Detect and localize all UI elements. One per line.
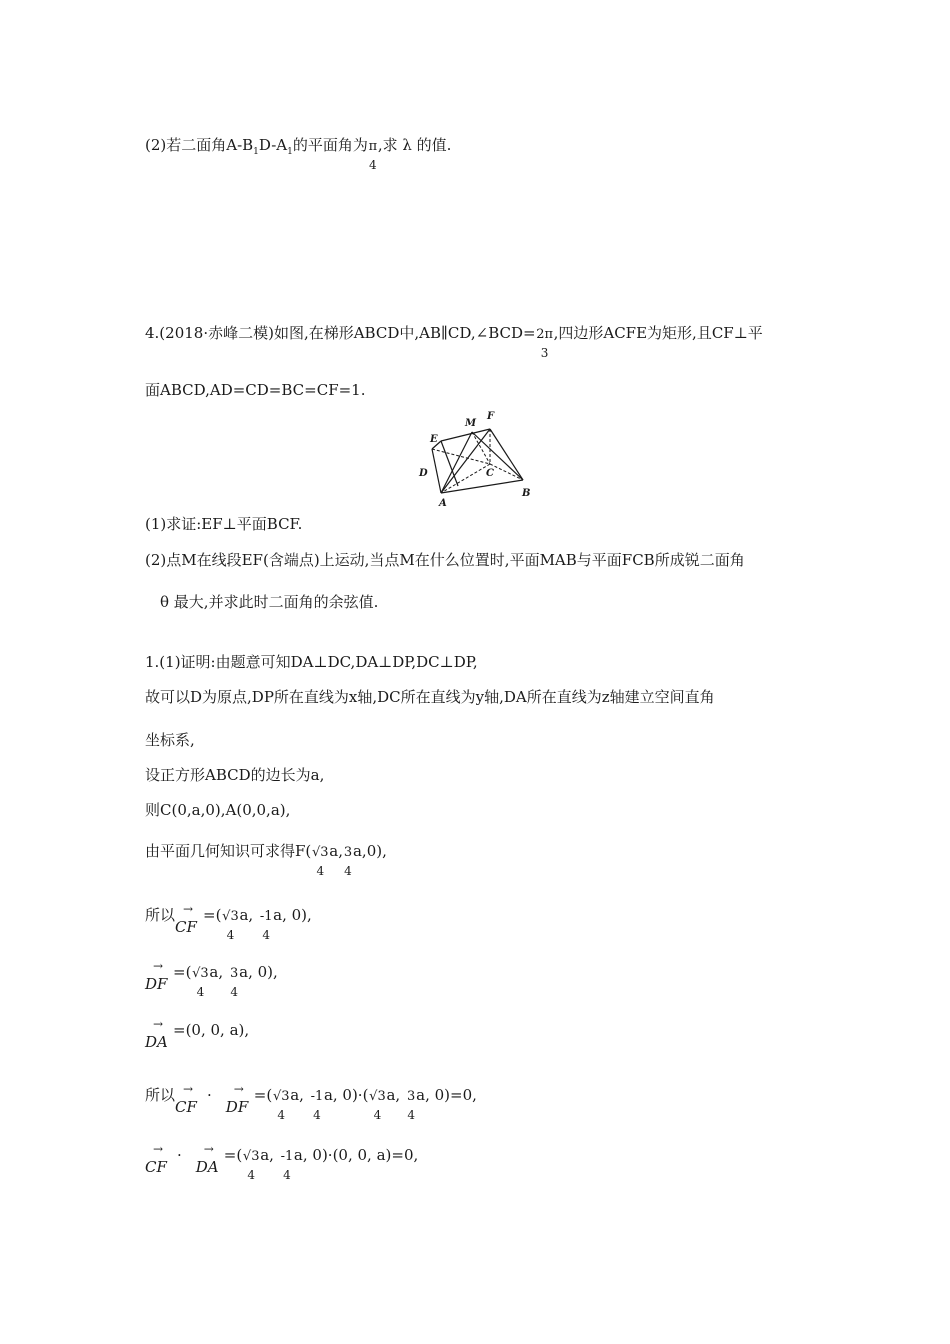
vector-DA: → DA (195, 1142, 219, 1176)
sol1-line5: 则C(0,a,0),A(0,0,a), (145, 801, 291, 819)
sol1-line1: 1.(1)证明:由题意可知DA⊥DC,DA⊥DP,DC⊥DP, (145, 653, 478, 671)
trapezoid-rectangle-figure (415, 408, 540, 513)
vector-DA: → DA (145, 1017, 168, 1051)
sqrt3-over-4: √3 4 (311, 845, 329, 878)
q4-stem-line2: 面ABCD,AD=CD=BC=CF=1. (145, 381, 366, 399)
q4-stem-post: ,四边形ACFE为矩形,且CF⊥平 (553, 324, 763, 342)
q4-part1: (1)求证:EF⊥平面BCF. (145, 515, 303, 533)
dot-product-cf-df: 所以 → CF · → DF =( √3 4 a, -1 4 a, 0)·( √3 4 a, 3 4 a, 0)=0, (145, 1082, 477, 1122)
sol1-line3: 坐标系, (145, 731, 195, 749)
vector-DF: → DF (225, 1082, 249, 1116)
q4-part2-line2: θ 最大,并求此时二面角的余弦值. (160, 593, 379, 611)
sol1-line6: 由平面几何知识可求得F( √3 4 a, 3 4 a,0), (145, 842, 387, 878)
sol1-line2: 故可以D为原点,DP所在直线为x轴,DC所在直线为y轴,DA所在直线为z轴建立空间直角 (145, 688, 715, 706)
dot-product-cf-da: → CF · → DA =( √3 4 a, -1 4 a, 0)·(0, 0, a)=0, (145, 1142, 419, 1182)
two-pi-over-3-fraction: 2π 3 (536, 327, 554, 360)
vector-CF: → CF (145, 1142, 167, 1176)
label-C: C (486, 468, 494, 479)
vector-CF: → CF (175, 902, 197, 936)
q4-stem-line1 (145, 323, 763, 360)
q3-part2-text: (2)若二面角$A-B_1D-A_1$的平面角为 (145, 136, 368, 157)
pi-over-4-fraction: π 4 (368, 139, 378, 172)
q4-part2-line1: (2)点M在线段EF(含端点)上运动,当点M在什么位置时,平面MAB与平面FCB所成锐二面角 (145, 551, 745, 569)
label-E: E (430, 434, 438, 445)
geometry-figure (415, 408, 540, 517)
label-M: M (465, 418, 477, 429)
3-over-4: 3 4 (343, 845, 353, 878)
vector-CF: → CF (175, 1082, 197, 1116)
q4-stem-pre: 4.(2018·赤峰二模)如图,在梯形ABCD中,AB∥CD,∠BCD= (145, 324, 536, 342)
label-F: F (487, 411, 495, 422)
vec-da-line: → DA =(0, 0, a), (145, 1017, 250, 1051)
vector-DF: → DF (145, 959, 168, 993)
vec-cf-line: 所以 → CF =( √3 4 a, -1 4 a, 0), (145, 902, 312, 942)
q3-part2-line: (2)若二面角$A-B_1D-A_1$的平面角为 π 4 ,求 λ 的值. (145, 136, 452, 172)
sol1-line4: 设正方形ABCD的边长为a, (145, 766, 325, 784)
label-D: D (419, 468, 428, 479)
label-B: B (522, 488, 531, 499)
label-A: A (439, 498, 447, 509)
vec-df-line: → DF =( √3 4 a, 3 4 a, 0), (145, 959, 278, 999)
